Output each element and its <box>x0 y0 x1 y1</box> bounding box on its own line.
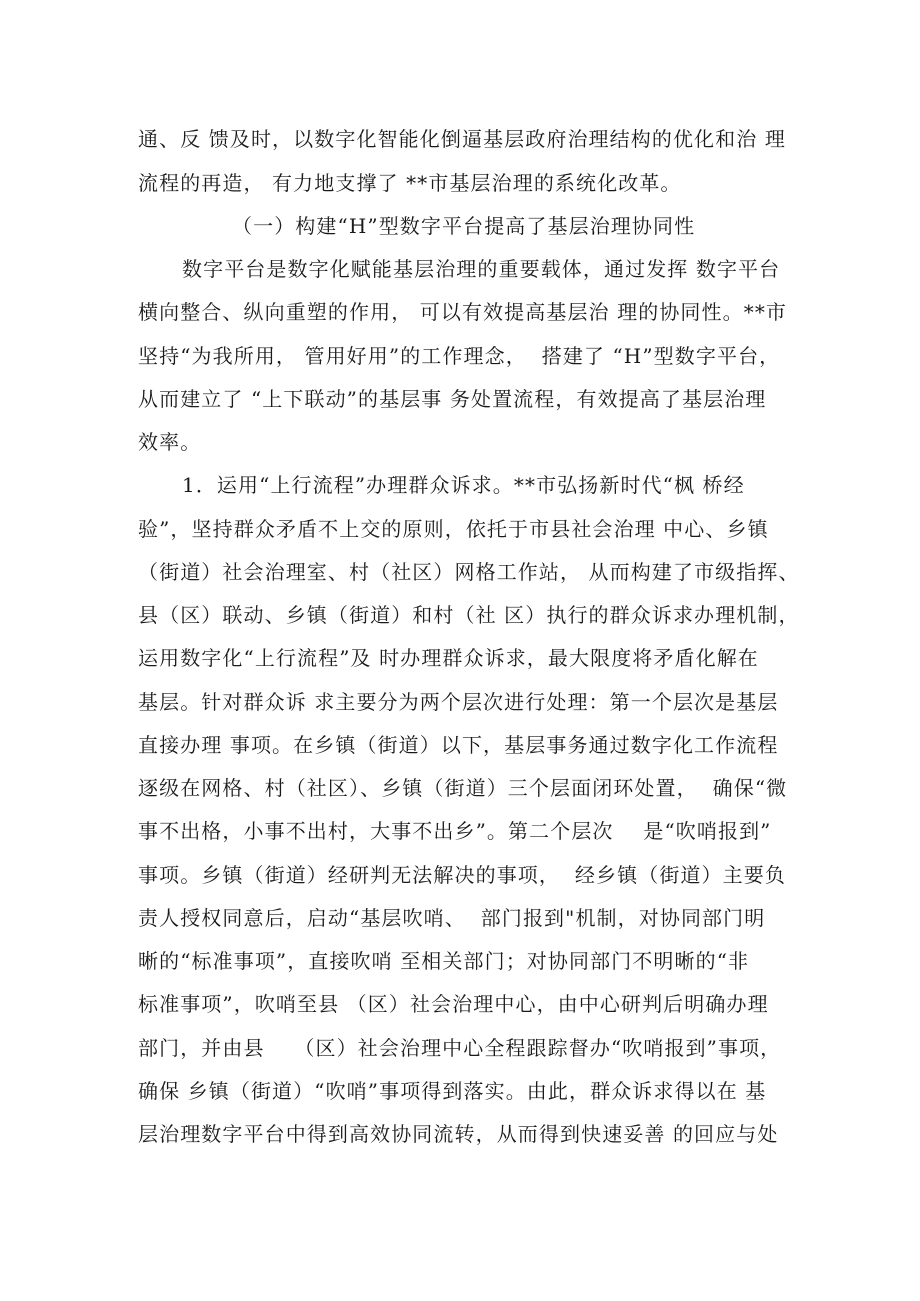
text-line: 验”，坚持群众矛盾不上交的原则，依托于市县社会治理 中心、乡镇 <box>138 517 769 541</box>
text-line: 基层。针对群众诉 求主要分为两个层次进行处理：第一个层次是基层 <box>138 690 779 714</box>
text-line: 事项。乡镇（街道）经研判无法解决的事项， 经乡镇（街道）主要负 <box>138 863 786 887</box>
text-line: 通、反 馈及时，以数字化智能化倒逼基层政府治理结构的优化和治 理 <box>138 127 786 151</box>
text-line: 事不出格，小事不出村，大事不出乡”。第二个层次 是“吹哨报到” <box>138 819 772 843</box>
text-line: 晰的“标准事项”，直接吹哨 至相关部门；对协同部门不明晰的“非 <box>138 949 750 973</box>
text-line: 责人授权同意后，启动“基层吹哨、 部门报到"机制，对协同部门明 <box>138 906 766 930</box>
text-line: 横向整合、纵向重塑的作用， 可以有效提高基层治 理的协同性。**市 <box>138 300 788 324</box>
text-line: 逐级在网格、村（社区）、乡镇（街道）三个层面闭环处置， 确保“微 <box>138 776 788 800</box>
paragraph-first-line: 1．运用“上行流程”办理群众诉求。**市弘扬新时代“枫 桥经 <box>182 473 745 497</box>
paragraph-first-line: 数字平台是数字化赋能基层治理的重要载体，通过发挥 数字平台 <box>182 257 781 281</box>
text-line: 确保 乡镇（街道）“吹哨”事项得到落实。由此，群众诉求得以在 基 <box>138 1079 767 1103</box>
text-line: 流程的再造， 有力地支撑了 **市基层治理的系统化改革。 <box>138 171 682 195</box>
text-line: 从而建立了 “上下联动”的基层事 务处置流程，有效提高了基层治理 <box>138 387 767 411</box>
text-line: 效率。 <box>138 430 202 454</box>
text-line: （街道）社会治理室、村（社区）网格工作站， 从而构建了市级指挥、 <box>138 560 800 584</box>
section-heading: （一）构建“H”型数字平台提高了基层治理协同性 <box>232 214 696 238</box>
text-line: 层治理数字平台中得到高效协同流转，从而得到快速妥善 的回应与处 <box>138 1122 779 1146</box>
text-line: 运用数字化“上行流程”及 时办理群众诉求，最大限度将矛盾化解在 <box>138 646 759 670</box>
text-line: 直接办理 事项。在乡镇（街道）以下，基层事务通过数字化工作流程 <box>138 733 779 757</box>
text-line: 坚持“为我所用， 管用好用”的工作理念， 搭建了 “H”型数字平台， <box>138 344 781 368</box>
text-line: 部门，并由县 （区）社会治理中心全程跟踪督办“吹哨报到”事项， <box>138 1036 782 1060</box>
text-line: 县（区）联动、乡镇（街道）和村（社 区）执行的群众诉求办理机制， <box>138 603 800 627</box>
text-line: 标准事项”，吹哨至县 （区）社会治理中心，由中心研判后明确办理 <box>138 992 769 1016</box>
